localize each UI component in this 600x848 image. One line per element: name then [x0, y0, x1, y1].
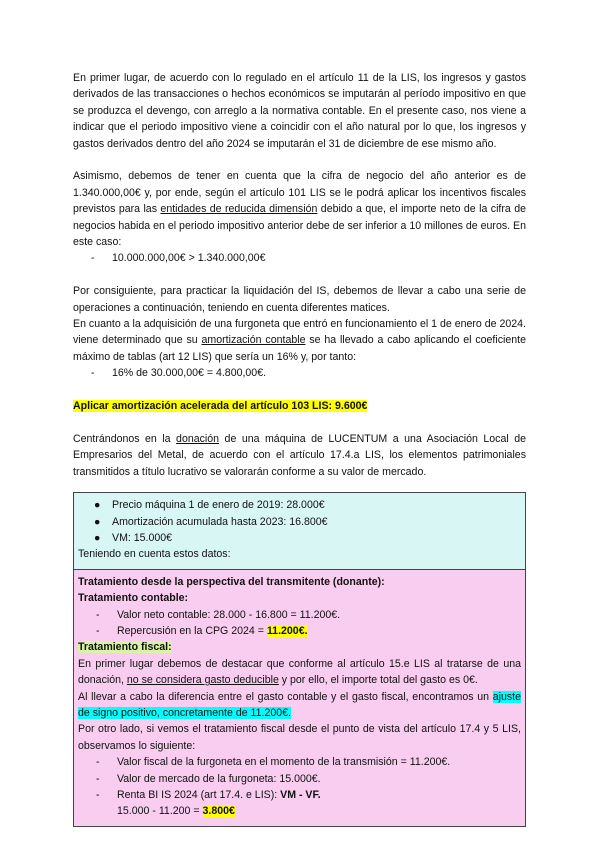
document-page: [73, 70, 526, 827]
dash-item: - 16% de 30.000,00€ = 4.800,00€.: [91, 367, 267, 380]
treatment-heading: Tratamiento desde la perspectiva del transmitente (donante):: [78, 575, 385, 588]
dash-item: - Renta BI IS 2024 (art 17.4. e LIS): VM - VF.: [96, 789, 321, 801]
dash-item: - Valor neto contable: 28.000 - 16.800 = 11.200€.: [96, 608, 341, 621]
underlined-term: no se considera gasto deducible: [126, 674, 279, 687]
machine-data-cell: [74, 493, 525, 570]
bullet-icon: ●: [94, 515, 101, 528]
data-table-box: [73, 492, 526, 827]
bullet-icon: ●: [94, 531, 101, 544]
paragraph-liquidacion: Por consiguiente, para practicar la liquidación del IS, debemos de llevar a cabo una serie de operaciones a continuación, teniendo en cuenta diferentes matices.: [73, 285, 526, 314]
fiscal-heading: Tratamiento fiscal:: [78, 641, 172, 654]
treatment-cell: [74, 570, 525, 826]
fiscal-paragraph-1: En primer lugar debemos de destacar que conforme al artículo 15.e LIS al tratarse de una donación, no se considera gasto deducible y por ello, el importe total del gasto es 0€.: [78, 657, 521, 687]
result-line: 15.000 - 11.200 = 3.800€: [117, 805, 235, 818]
bullet-icon: ●: [94, 499, 101, 512]
paragraph-reducida-dimension: Asimismo, debemos de tener en cuenta que la cifra de negocio del año anterior es de 1.340.000,00€ y, por ende, según el artículo 101 LIS se le podrá aplicar los incentivos fiscales previstos para las entidades de reducida dimensión debido a que, el importe neto de la cifra de negocios habida en el periodo impositivo anterior debe de ser inferior a 10 millones de euros. En este caso:: [73, 170, 526, 249]
dash-item: - Repercusión en la CPG 2024 = 11.200€.: [96, 624, 308, 637]
highlight-heading: Aplicar amortización acelerada del artículo 103 LIS: 9.600€: [73, 400, 368, 413]
underlined-term: entidades de reducida dimensión: [160, 203, 318, 216]
paragraph-devengo: En primer lugar, de acuerdo con lo regulado en el artículo 11 de la LIS, los ingresos y gastos derivados de las transacciones o hechos económicos se imputarán al período impositivo en que se produzca el devengo, con arreglo a la normativa contable. En el presente caso, nos viene a indicar que el periodo impositivo viene a coincidir con el año natural por lo que, los ingresos y gastos derivados dentro del año 2024 se imputarán el 31 de diciembre de ese mismo año.: [73, 72, 526, 150]
fiscal-paragraph-3: Por otro lado, si vemos el tratamiento fiscal desde el punto de vista del artículo 17.4 y 5 LIS, observamos lo siguiente:: [78, 723, 521, 752]
paragraph-donacion: Centrándonos en la donación de una máquina de LUCENTUM a una Asociación Local de Empresarios del Metal, de acuerdo con el artículo 17.4.a LIS, los elementos patrimoniales transmitidos a título lucrativo se valorarán conforme a su valor de mercado.: [73, 432, 526, 478]
underlined-term: donación: [176, 432, 220, 445]
list-item: ● Amortización acumulada hasta 2023: 16.800€: [78, 514, 521, 530]
contable-heading: Tratamiento contable:: [78, 592, 189, 605]
list-item: ● VM: 15.000€: [78, 530, 521, 546]
list-item: ● Precio máquina 1 de enero de 2019: 28.000€: [78, 497, 521, 513]
dash-item: - Valor fiscal de la furgoneta en el momento de la transmisión = 11.200€.: [96, 756, 451, 769]
underlined-term: amortización contable: [201, 334, 306, 347]
dash-item: - 10.000.000,00€ > 1.340.000,00€: [91, 252, 266, 265]
fiscal-paragraph-2: Al llevar a cabo la diferencia entre el gasto contable y el gasto fiscal, encontramos un ajuste de signo positivo, concretamente de 11.200€.: [78, 690, 521, 719]
paragraph-furgoneta: En cuanto a la adquisición de una furgoneta que entró en funcionamiento el 1 de enero de 2024. viene determinado que su amortización contable se ha llevado a cabo aplicando el coeficiente máximo de tablas (art 12 LIS) que sería un 16% y, por tanto:: [73, 318, 526, 363]
box-top-footer: Teniendo en cuenta estos datos:: [78, 548, 231, 561]
dash-item: - Valor de mercado de la furgoneta: 15.000€.: [96, 772, 321, 785]
